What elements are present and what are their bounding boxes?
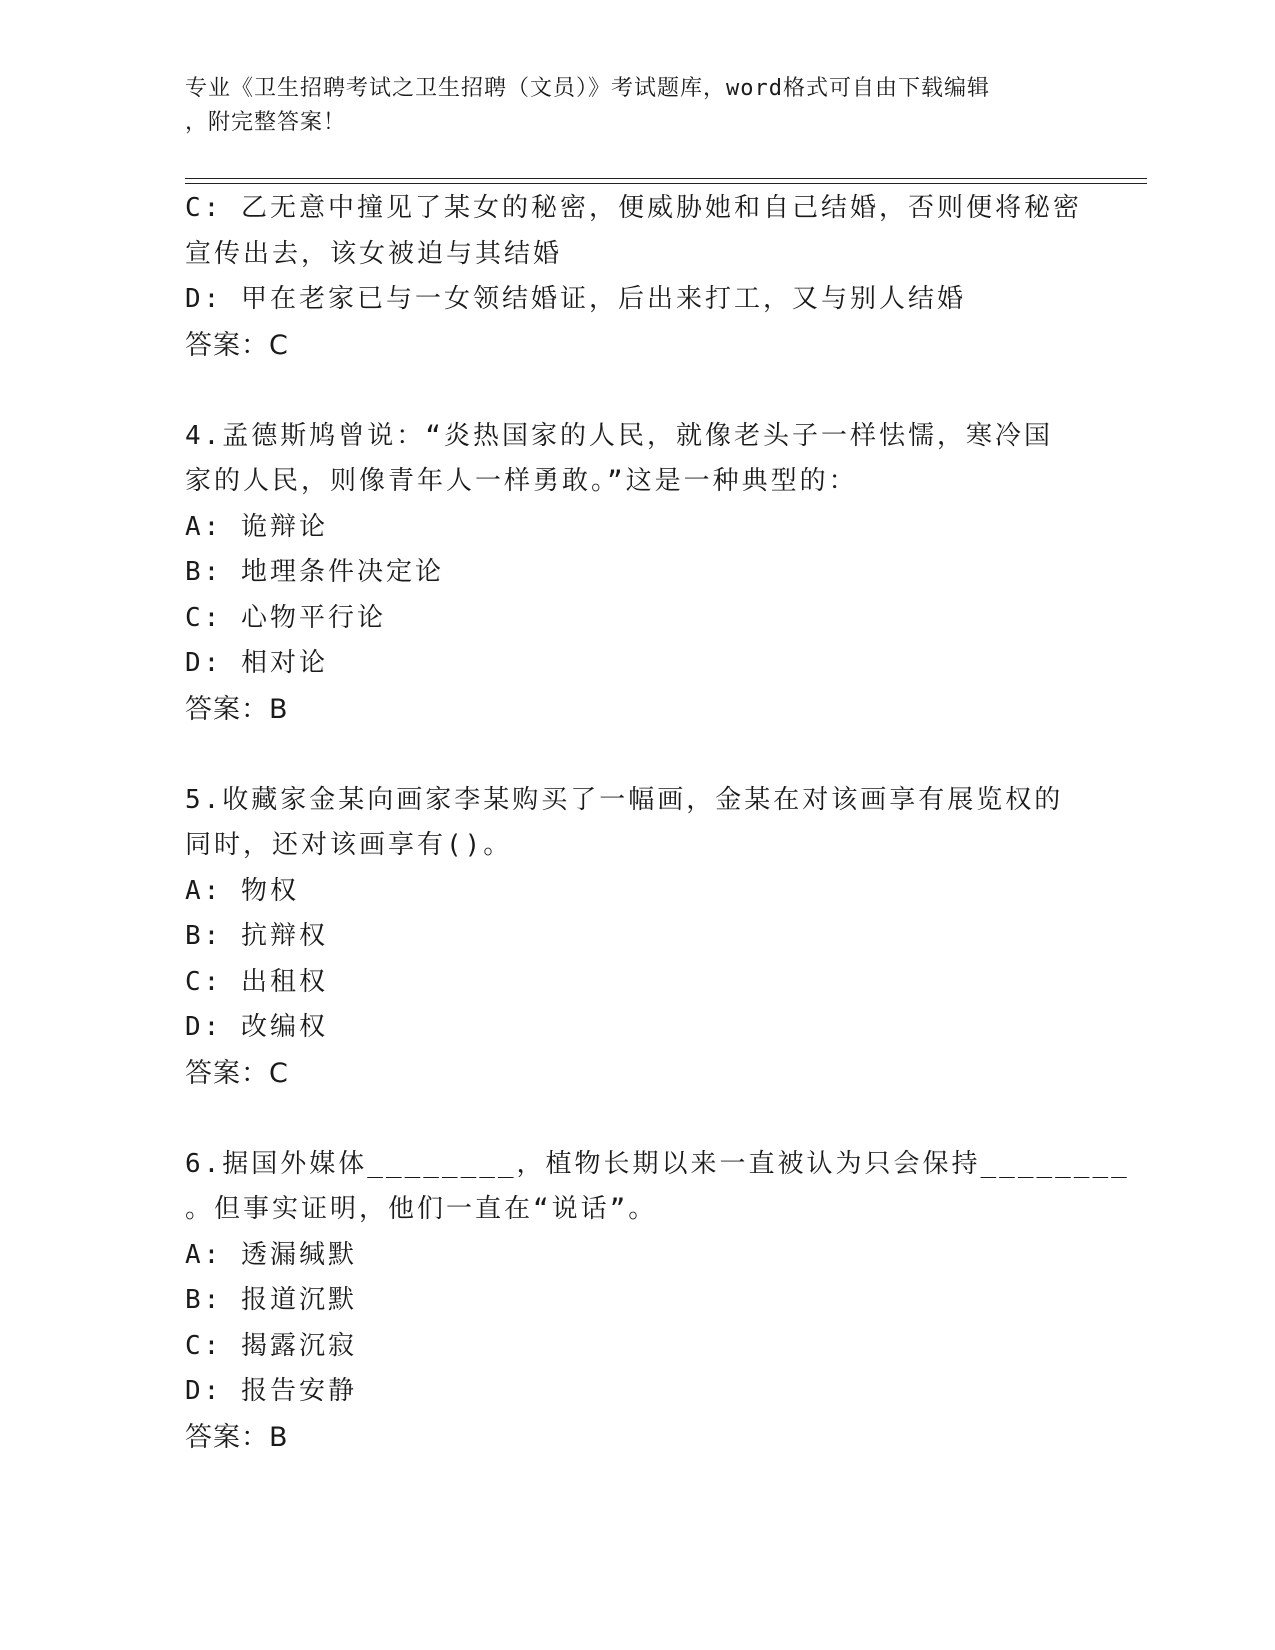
answer: 答案：B: [185, 1421, 289, 1453]
question-spacer: [185, 1096, 1085, 1142]
header-line-2: ，附完整答案！: [185, 110, 347, 135]
question-stem-line-1: 4.孟德斯鸠曾说：“炎热国家的人民，就像老头子一样怯懦，寒冷国: [185, 420, 1053, 451]
question-stem-line-2: 同时，还对该画享有()。: [185, 830, 513, 860]
question-5: [185, 778, 1085, 1097]
option-a: A: 物权: [185, 875, 299, 906]
option-a: A: 诡辩论: [185, 511, 328, 542]
option-d: D: 改编权: [185, 1012, 328, 1042]
option-d: D: 相对论: [185, 648, 328, 678]
header-line-1: 专业《卫生招聘考试之卫生招聘（文员）》考试题库，word格式可自由下载编辑: [185, 76, 990, 101]
document-header: [185, 72, 1065, 140]
question-spacer: [185, 732, 1085, 778]
question-stem-line-1: 6.据国外媒体________，植物长期以来一直被认为只会保持________: [185, 1148, 1130, 1179]
question-6: [185, 1142, 1130, 1461]
option-c: C: 出租权: [185, 966, 328, 997]
question-stem-line-1: 5.收藏家金某向画家李某购买了一幅画，金某在对该画享有展览权的: [185, 784, 1064, 815]
question-list: [185, 186, 1130, 1460]
question-spacer: [185, 368, 1085, 414]
answer: 答案：C: [185, 1057, 289, 1089]
option-c: C: 心物平行论: [185, 602, 386, 633]
question-4: [185, 414, 1085, 733]
option-c: C: 揭露沉寂: [185, 1330, 357, 1361]
option-a: A: 透漏缄默: [185, 1239, 357, 1270]
answer: 答案：B: [185, 693, 289, 725]
header-double-rule: [185, 178, 1147, 184]
option-c-line-2: 宣传出去，该女被迫与其结婚: [185, 238, 563, 269]
answer: 答案：C: [185, 329, 289, 361]
question-3-continued: [185, 186, 1085, 368]
option-c-line-1: C: 乙无意中撞见了某女的秘密，便威胁她和自己结婚，否则便将秘密: [185, 193, 1082, 223]
option-b: B: 抗辩权: [185, 921, 328, 951]
question-stem-line-2: 家的人民，则像青年人一样勇敢。”这是一种典型的：: [185, 466, 858, 496]
option-b: B: 报道沉默: [185, 1285, 357, 1315]
question-stem-line-2: 。但事实证明，他们一直在“说话”。: [185, 1194, 658, 1224]
option-b: B: 地理条件决定论: [185, 557, 444, 587]
option-d: D: 甲在老家已与一女领结婚证，后出来打工，又与别人结婚: [185, 284, 966, 314]
option-d: D: 报告安静: [185, 1376, 357, 1406]
